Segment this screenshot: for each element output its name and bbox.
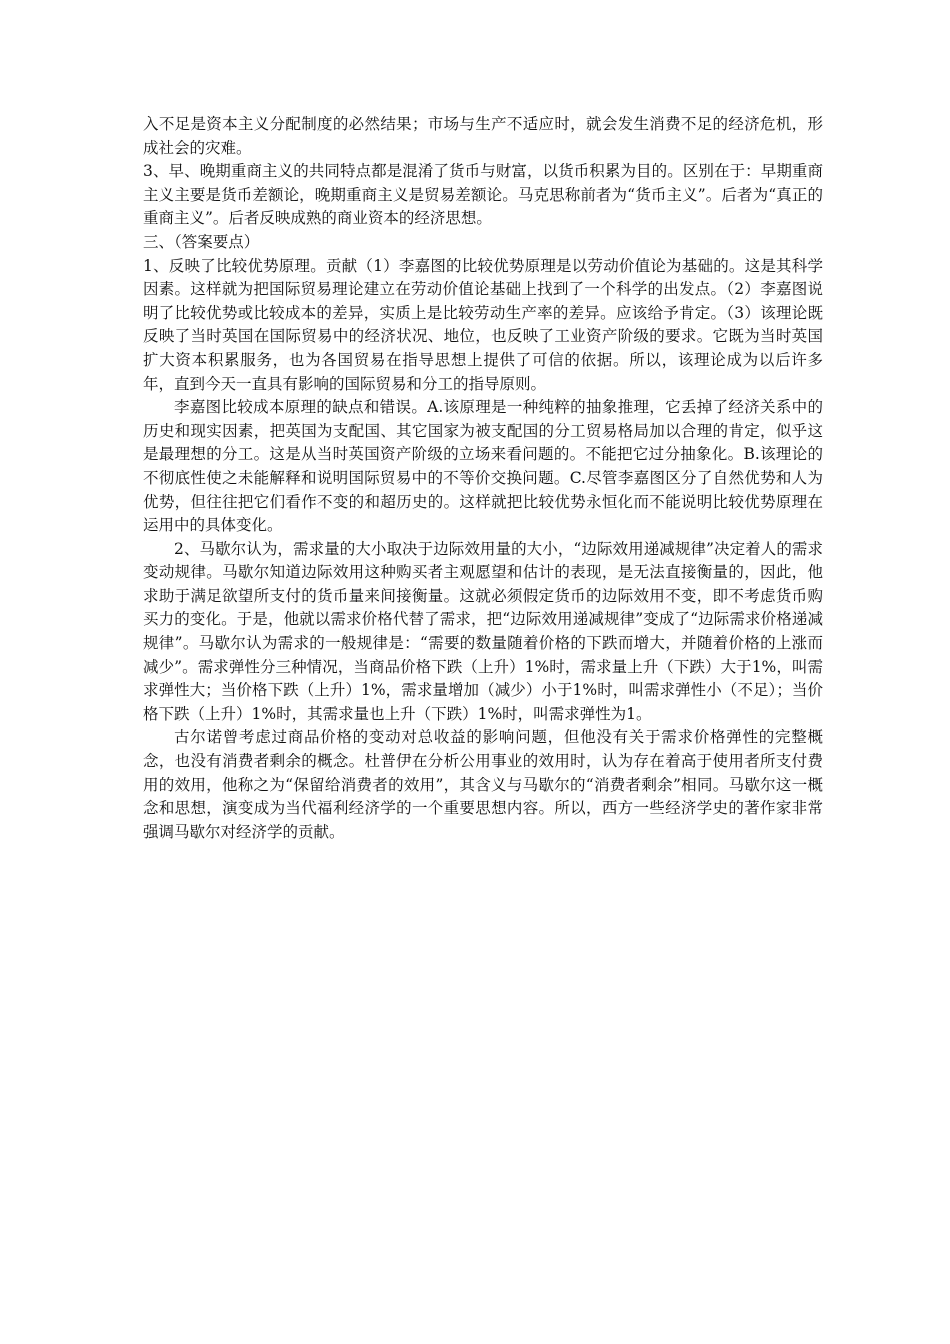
paragraph-marshall-demand: 2、马歇尔认为，需求量的大小取决于边际效用量的大小，“边际效用递减规律”决定着人的需求变动规律。马歇尔知道边际效用这种购买者主观愿望和估计的表现，是无法直接衡量的，因此，他求助于满足欲望所支付的货币量来间接衡量。这就必须假定货币的边际效用不变，即不考虑货币购买力的变化。于是，他就以需求价格代替了需求，把“边际效用递减规律”变成了“边际需求价格递减规律”。马歇尔认为需求的一般规律是：“需要的数量随着价格的下跌而增大，并随着价格的上涨而减少”。需求弹性分三种情况，当商品价格下跌（上升）1%时，需求量上升（下跌）大于1%，叫需求弹性大；当价格下跌（上升）1%，需求量增加（减少）小于1%时，叫需求弹性小（不足）；当价格下跌（上升）1%时，其需求量也上升（下跌）1%时，叫需求弹性为1。 [143, 539, 823, 723]
document-body [143, 113, 823, 844]
paragraph-mercantilism: 3、早、晚期重商主义的共同特点都是混淆了货币与财富，以货币积累为目的。区别在于：早期重商主义主要是货币差额论，晚期重商主义是贸易差额论。马克思称前者为“货币主义”。后者为“真正的重商主义”。后者反映成熟的商业资本的经济思想。 [143, 162, 823, 228]
paragraph-consumer-surplus: 古尔诺曾考虑过商品价格的变动对总收益的影响问题，但他没有关于需求价格弹性的完整概念，也没有消费者剩余的概念。杜普伊在分析公用事业的效用时，认为存在着高于使用者所支付费用的效用，他称之为“保留给消费者的效用”，其含义与马歇尔的“消费者剩余”相同。马歇尔这一概念和思想，演变成为当代福利经济学的一个重要思想内容。所以，西方一些经济学史的著作家非常强调马歇尔对经济学的贡献。 [143, 728, 823, 841]
paragraph-consumption-crisis: 入不足是资本主义分配制度的必然结果；市场与生产不适应时，就会发生消费不足的经济危机，形成社会的灾难。 [143, 115, 823, 157]
paragraph-ricardo-shortcomings: 李嘉图比较成本原理的缺点和错误。A.该原理是一种纯粹的抽象推理，它丢掉了经济关系中的历史和现实因素，把英国为支配国、其它国家为被支配国的分工贸易格局加以合理的肯定，似乎这是最理想的分工。这是从当时英国资产阶级的立场来看问题的。不能把它过分抽象化。B.该理论的不彻底性使之未能解释和说明国际贸易中的不等价交换问题。C.尽管李嘉图区分了自然优势和人为优势，但往往把它们看作不变的和超历史的。这样就把比较优势永恒化而不能说明比较优势原理在运用中的具体变化。 [143, 398, 823, 535]
paragraph-comparative-advantage: 1、反映了比较优势原理。贡献（1）李嘉图的比较优势原理是以劳动价值论为基础的。这是其科学因素。这样就为把国际贸易理论建立在劳动价值论基础上找到了一个科学的出发点。（2）李嘉图说明了比较优势或比较成本的差异，实质上是比较劳动生产率的差异。应该给予肯定。（3）该理论既反映了当时英国在国际贸易中的经济状况、地位，也反映了工业资产阶级的要求。它既为当时英国扩大资本积累服务，也为各国贸易在指导思想上提供了可信的依据。所以，该理论成为以后许多年，直到今天一直具有影响的国际贸易和分工的指导原则。 [143, 256, 823, 393]
section-heading-answer-points: 三、（答案要点） [143, 232, 260, 251]
